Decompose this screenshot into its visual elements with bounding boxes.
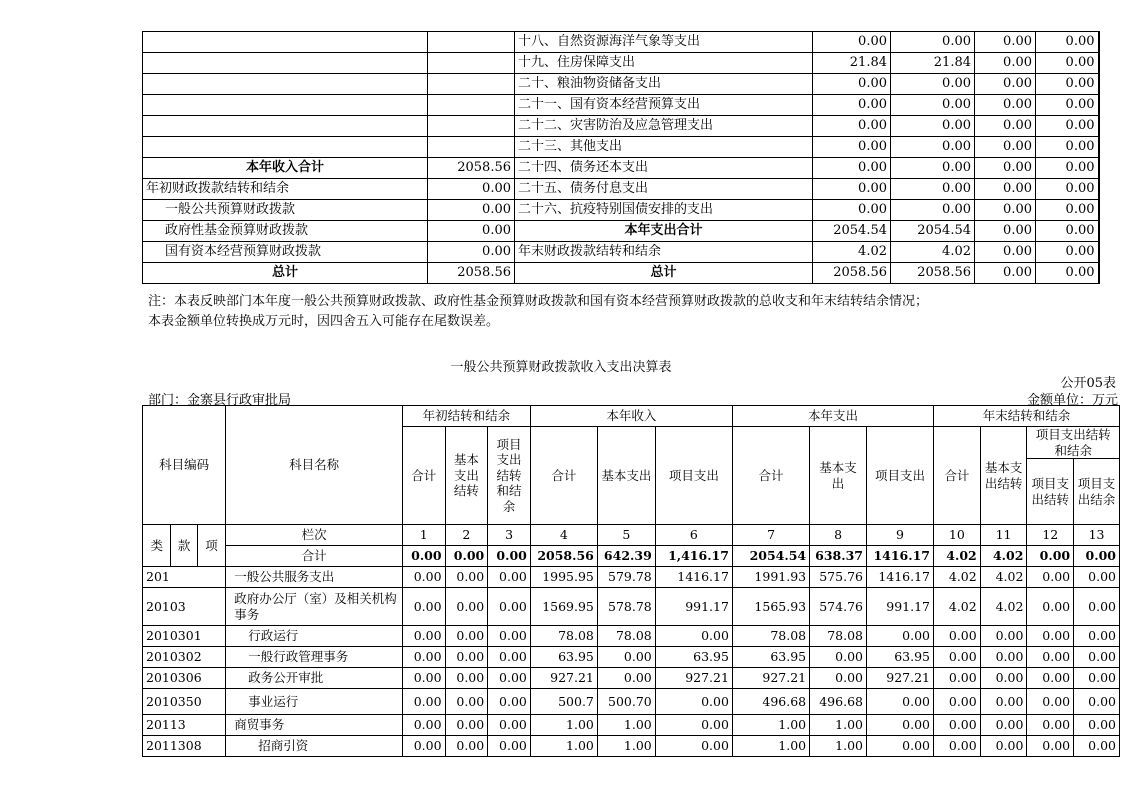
value-cell: 0.00 (891, 95, 975, 116)
expense-item-name: 二十四、债务还本支出 (515, 158, 813, 179)
header-name: 科目名称 (226, 406, 403, 525)
value-cell: 1.00 (530, 736, 597, 757)
value-cell: 0.00 (975, 116, 1036, 137)
value-cell: 0.00 (1036, 53, 1099, 74)
value-cell: 0.00 (813, 179, 891, 200)
value-cell: 0.00 (488, 588, 531, 626)
value-cell: 0.00 (1074, 588, 1120, 626)
subject-name: 招商引资 (226, 736, 403, 757)
subject-code: 2011308 (143, 736, 226, 757)
value-cell: 0.00 (975, 263, 1036, 284)
value-cell: 578.78 (597, 588, 655, 626)
value-cell: 2054.54 (813, 221, 891, 242)
value-cell: 0.00 (810, 668, 867, 689)
value-cell: 0.00 (975, 137, 1036, 158)
value-cell: 1.00 (810, 715, 867, 736)
col-num: 1 (402, 525, 445, 546)
income-item-value (428, 53, 515, 74)
note-line-1: 注：本表反映部门本年度一般公共预算财政拨款、政府性基金预算财政拨款和国有资本经营预算财政拨款的总收支和年末结转结余情况； (148, 294, 929, 309)
value-cell: 0.00 (1036, 95, 1099, 116)
value-cell: 991.17 (655, 588, 732, 626)
income-item-name (143, 53, 428, 74)
value-cell: 1416.17 (866, 567, 933, 588)
value-cell: 0.00 (445, 689, 488, 715)
value-cell: 927.21 (530, 668, 597, 689)
expense-item-name: 二十三、其他支出 (515, 137, 813, 158)
value-cell: 0.00 (891, 137, 975, 158)
value-cell: 575.76 (810, 567, 867, 588)
value-cell: 0.00 (445, 736, 488, 757)
value-cell: 4.02 (891, 242, 975, 263)
value-cell: 0.00 (1036, 116, 1099, 137)
col-num: 6 (655, 525, 732, 546)
value-cell: 1.00 (597, 715, 655, 736)
value-cell: 496.68 (810, 689, 867, 715)
value-cell: 2054.54 (891, 221, 975, 242)
value-cell: 0.00 (488, 715, 531, 736)
value-cell: 0.00 (1036, 179, 1099, 200)
subject-code: 2010302 (143, 647, 226, 668)
value-cell: 0.00 (1074, 668, 1120, 689)
value-cell: 0.00 (813, 158, 891, 179)
value-cell: 0.00 (975, 32, 1036, 53)
value-cell: 0.00 (1027, 736, 1074, 757)
table-row (143, 588, 1120, 626)
value-cell: 78.08 (732, 626, 809, 647)
value-cell: 0.00 (975, 242, 1036, 263)
subject-name: 政务公开审批 (226, 668, 403, 689)
value-cell: 0.00 (975, 158, 1036, 179)
expense-item-name: 十九、住房保障支出 (515, 53, 813, 74)
value-cell: 0.00 (934, 668, 981, 689)
value-cell: 0.00 (1027, 689, 1074, 715)
value-cell: 1569.95 (530, 588, 597, 626)
table-title: 一般公共预算财政拨款收入支出决算表 (450, 360, 672, 375)
h-basic-out-2: 基本支出 (597, 427, 655, 525)
value-cell: 0.00 (980, 668, 1027, 689)
h-basic-carry-4: 基本支出结转 (980, 427, 1027, 525)
total-value: 0.00 (445, 546, 488, 567)
header-code: 科目编码 (143, 406, 226, 525)
table-row (143, 626, 1120, 647)
value-cell: 1.00 (732, 715, 809, 736)
table-row (143, 668, 1120, 689)
value-cell: 0.00 (810, 647, 867, 668)
total-value: 0.00 (1027, 546, 1074, 567)
value-cell: 4.02 (934, 567, 981, 588)
value-cell: 496.68 (732, 689, 809, 715)
value-cell: 78.08 (810, 626, 867, 647)
value-cell: 0.00 (980, 647, 1027, 668)
h-basic-out-3: 基本支出 (810, 427, 867, 525)
value-cell: 4.02 (980, 567, 1027, 588)
subject-code: 201 (143, 567, 226, 588)
expense-item-name: 二十六、抗疫特别国债安排的支出 (515, 200, 813, 221)
income-item-name (143, 116, 428, 137)
value-cell: 0.00 (980, 736, 1027, 757)
expense-item-name: 二十五、债务付息支出 (515, 179, 813, 200)
value-cell: 0.00 (1074, 736, 1120, 757)
h-total-3: 合计 (732, 427, 809, 525)
value-cell: 0.00 (980, 626, 1027, 647)
value-cell: 0.00 (445, 715, 488, 736)
value-cell: 1.00 (732, 736, 809, 757)
header-expense: 本年支出 (732, 406, 933, 427)
value-cell: 0.00 (1074, 647, 1120, 668)
value-cell: 0.00 (1036, 32, 1099, 53)
value-cell: 63.95 (866, 647, 933, 668)
value-cell: 0.00 (445, 567, 488, 588)
income-item-name (143, 95, 428, 116)
income-item-value: 2058.56 (428, 158, 515, 179)
form-number: 公开05表 (1060, 376, 1116, 391)
value-cell: 0.00 (1036, 242, 1099, 263)
col-num: 9 (866, 525, 933, 546)
value-cell: 0.00 (975, 53, 1036, 74)
h-total-2: 合计 (530, 427, 597, 525)
income-item-name (143, 32, 428, 53)
note-line-2: 本表金额单位转换成万元时，因四舍五入可能存在尾数误差。 (148, 314, 500, 329)
value-cell: 0.00 (1074, 715, 1120, 736)
expense-item-name: 二十一、国有资本经营预算支出 (515, 95, 813, 116)
value-cell: 63.95 (732, 647, 809, 668)
value-cell: 500.7 (530, 689, 597, 715)
income-item-name: 年初财政拨款结转和结余 (143, 179, 428, 200)
total-value: 2058.56 (530, 546, 597, 567)
value-cell: 0.00 (1074, 626, 1120, 647)
h-basic-carry-1: 基本支出结转 (445, 427, 488, 525)
value-cell: 0.00 (402, 689, 445, 715)
value-cell: 0.00 (402, 647, 445, 668)
value-cell: 1991.93 (732, 567, 809, 588)
value-cell: 0.00 (488, 668, 531, 689)
value-cell: 0.00 (934, 647, 981, 668)
value-cell: 0.00 (891, 179, 975, 200)
value-cell: 927.21 (732, 668, 809, 689)
col-num: 7 (732, 525, 809, 546)
value-cell: 0.00 (488, 736, 531, 757)
income-item-value (428, 74, 515, 95)
h-project-sub-4: 项目支出结转和结余 (1027, 427, 1120, 459)
value-cell: 500.70 (597, 689, 655, 715)
h-heji: 合计 (226, 546, 403, 567)
value-cell: 0.00 (980, 715, 1027, 736)
value-cell: 0.00 (813, 32, 891, 53)
value-cell: 0.00 (1036, 263, 1099, 284)
income-item-name: 国有资本经营预算财政拨款 (143, 242, 428, 263)
col-num: 10 (934, 525, 981, 546)
value-cell: 1416.17 (655, 567, 732, 588)
income-item-value (428, 32, 515, 53)
income-item-name: 总计 (143, 263, 428, 284)
h-project-balance-4: 项目支出结余 (1074, 459, 1120, 525)
value-cell: 0.00 (402, 567, 445, 588)
value-cell: 0.00 (934, 689, 981, 715)
income-item-value (428, 137, 515, 158)
value-cell: 0.00 (402, 668, 445, 689)
value-cell: 0.00 (975, 179, 1036, 200)
value-cell: 0.00 (891, 116, 975, 137)
value-cell: 927.21 (655, 668, 732, 689)
unit-label: 金额单位：万元 (1026, 393, 1118, 408)
value-cell: 0.00 (1036, 200, 1099, 221)
value-cell: 2058.56 (891, 263, 975, 284)
value-cell: 0.00 (655, 736, 732, 757)
value-cell: 0.00 (1027, 668, 1074, 689)
value-cell: 0.00 (445, 588, 488, 626)
subject-code: 20103 (143, 588, 226, 626)
table-row (143, 263, 1099, 284)
value-cell: 0.00 (934, 715, 981, 736)
value-cell: 1.00 (597, 736, 655, 757)
total-value: 1,416.17 (655, 546, 732, 567)
table-row (143, 689, 1120, 715)
income-item-name: 一般公共预算财政拨款 (143, 200, 428, 221)
value-cell: 0.00 (813, 95, 891, 116)
total-value: 4.02 (980, 546, 1027, 567)
value-cell: 0.00 (402, 588, 445, 626)
value-cell: 0.00 (488, 689, 531, 715)
value-cell: 0.00 (975, 221, 1036, 242)
value-cell: 0.00 (1036, 221, 1099, 242)
total-value: 1416.17 (866, 546, 933, 567)
expense-item-name: 本年支出合计 (515, 221, 813, 242)
subject-name: 政府办公厅（室）及相关机构事务 (226, 588, 403, 626)
col-num: 5 (597, 525, 655, 546)
income-item-name (143, 137, 428, 158)
value-cell: 0.00 (597, 668, 655, 689)
total-value: 0.00 (402, 546, 445, 567)
value-cell: 2058.56 (813, 263, 891, 284)
h-project-carry-1: 项目支出结转和结余 (488, 427, 531, 525)
value-cell: 4.02 (980, 588, 1027, 626)
header-income: 本年收入 (530, 406, 732, 427)
value-cell: 0.00 (655, 689, 732, 715)
h-project-out-2: 项目支出 (655, 427, 732, 525)
table-row (143, 242, 1099, 263)
value-cell: 0.00 (891, 200, 975, 221)
value-cell: 579.78 (597, 567, 655, 588)
value-cell: 991.17 (866, 588, 933, 626)
value-cell: 0.00 (975, 95, 1036, 116)
value-cell: 1565.93 (732, 588, 809, 626)
value-cell: 0.00 (402, 736, 445, 757)
value-cell: 0.00 (1036, 74, 1099, 95)
table-row (143, 116, 1099, 137)
income-item-value: 0.00 (428, 221, 515, 242)
table-row (143, 137, 1099, 158)
value-cell: 0.00 (866, 689, 933, 715)
value-cell: 0.00 (445, 647, 488, 668)
subject-name: 一般公共服务支出 (226, 567, 403, 588)
value-cell: 0.00 (934, 736, 981, 757)
col-num: 12 (1027, 525, 1074, 546)
h-total-1: 合计 (402, 427, 445, 525)
subject-name: 行政运行 (226, 626, 403, 647)
h-project-carry-4: 项目支出结转 (1027, 459, 1074, 525)
value-cell: 0.00 (813, 116, 891, 137)
income-item-value: 0.00 (428, 200, 515, 221)
h-project-out-3: 项目支出 (866, 427, 933, 525)
value-cell: 0.00 (975, 74, 1036, 95)
header-opening: 年初结转和结余 (402, 406, 530, 427)
value-cell: 21.84 (891, 53, 975, 74)
value-cell: 0.00 (1036, 137, 1099, 158)
value-cell: 0.00 (813, 200, 891, 221)
total-value: 2054.54 (732, 546, 809, 567)
value-cell: 78.08 (530, 626, 597, 647)
department-label: 部门：金寨县行政审批局 (148, 393, 292, 408)
table-row (143, 53, 1099, 74)
table-row (143, 221, 1099, 242)
expense-item-name: 年末财政拨款结转和结余 (515, 242, 813, 263)
value-cell: 0.00 (445, 626, 488, 647)
h-kuan: 款 (171, 525, 197, 567)
total-value: 642.39 (597, 546, 655, 567)
table-row (143, 200, 1099, 221)
subject-name: 商贸事务 (226, 715, 403, 736)
table-row (143, 32, 1099, 53)
value-cell: 927.21 (866, 668, 933, 689)
value-cell: 0.00 (980, 689, 1027, 715)
h-lanci: 栏次 (226, 525, 403, 546)
value-cell: 0.00 (445, 668, 488, 689)
col-num: 2 (445, 525, 488, 546)
income-item-value (428, 95, 515, 116)
value-cell: 0.00 (1074, 689, 1120, 715)
value-cell: 1995.95 (530, 567, 597, 588)
header-closing: 年末结转和结余 (934, 406, 1120, 427)
general-budget-table (142, 405, 1120, 757)
expense-item-name: 二十二、灾害防治及应急管理支出 (515, 116, 813, 137)
income-expense-summary-table (142, 31, 1100, 284)
value-cell: 78.08 (597, 626, 655, 647)
expense-item-name: 总计 (515, 263, 813, 284)
income-item-value: 0.00 (428, 179, 515, 200)
subject-code: 2010306 (143, 668, 226, 689)
table-row (143, 736, 1120, 757)
h-xiang: 项 (197, 525, 225, 567)
expense-item-name: 十八、自然资源海洋气象等支出 (515, 32, 813, 53)
col-num: 8 (810, 525, 867, 546)
value-cell: 4.02 (934, 588, 981, 626)
value-cell: 0.00 (1027, 626, 1074, 647)
income-item-name (143, 74, 428, 95)
value-cell: 0.00 (655, 626, 732, 647)
value-cell: 0.00 (655, 715, 732, 736)
income-item-value: 0.00 (428, 242, 515, 263)
value-cell: 0.00 (1074, 567, 1120, 588)
table-row (143, 95, 1099, 116)
value-cell: 0.00 (1027, 647, 1074, 668)
value-cell: 0.00 (488, 626, 531, 647)
value-cell: 0.00 (488, 647, 531, 668)
value-cell: 0.00 (597, 647, 655, 668)
total-value: 0.00 (488, 546, 531, 567)
value-cell: 0.00 (1036, 158, 1099, 179)
value-cell: 0.00 (891, 74, 975, 95)
table-row (143, 74, 1099, 95)
h-total-4: 合计 (934, 427, 981, 525)
subject-name: 事业运行 (226, 689, 403, 715)
value-cell: 0.00 (934, 626, 981, 647)
h-lei: 类 (143, 525, 171, 567)
value-cell: 0.00 (488, 567, 531, 588)
value-cell: 0.00 (866, 626, 933, 647)
value-cell: 0.00 (813, 74, 891, 95)
table-row (143, 715, 1120, 736)
table-row (143, 647, 1120, 668)
value-cell: 1.00 (810, 736, 867, 757)
table-row (143, 179, 1099, 200)
table-row (143, 158, 1099, 179)
total-value: 4.02 (934, 546, 981, 567)
value-cell: 63.95 (530, 647, 597, 668)
value-cell: 0.00 (402, 715, 445, 736)
income-item-name: 政府性基金预算财政拨款 (143, 221, 428, 242)
value-cell: 1.00 (530, 715, 597, 736)
col-num: 13 (1074, 525, 1120, 546)
total-value: 638.37 (810, 546, 867, 567)
value-cell: 574.76 (810, 588, 867, 626)
value-cell: 0.00 (866, 736, 933, 757)
value-cell: 0.00 (891, 32, 975, 53)
value-cell: 0.00 (866, 715, 933, 736)
table-row (143, 567, 1120, 588)
value-cell: 4.02 (813, 242, 891, 263)
total-value: 0.00 (1074, 546, 1120, 567)
value-cell: 63.95 (655, 647, 732, 668)
col-num: 11 (980, 525, 1027, 546)
col-num: 3 (488, 525, 531, 546)
subject-code: 2010301 (143, 626, 226, 647)
value-cell: 0.00 (1027, 567, 1074, 588)
value-cell: 0.00 (975, 200, 1036, 221)
income-item-value: 2058.56 (428, 263, 515, 284)
income-item-value (428, 116, 515, 137)
subject-name: 一般行政管理事务 (226, 647, 403, 668)
subject-code: 20113 (143, 715, 226, 736)
expense-item-name: 二十、粮油物资储备支出 (515, 74, 813, 95)
value-cell: 0.00 (1027, 715, 1074, 736)
value-cell: 0.00 (1027, 588, 1074, 626)
subject-code: 2010350 (143, 689, 226, 715)
value-cell: 0.00 (402, 626, 445, 647)
income-item-name: 本年收入合计 (143, 158, 428, 179)
value-cell: 0.00 (891, 158, 975, 179)
col-num: 4 (530, 525, 597, 546)
value-cell: 21.84 (813, 53, 891, 74)
value-cell: 0.00 (813, 137, 891, 158)
